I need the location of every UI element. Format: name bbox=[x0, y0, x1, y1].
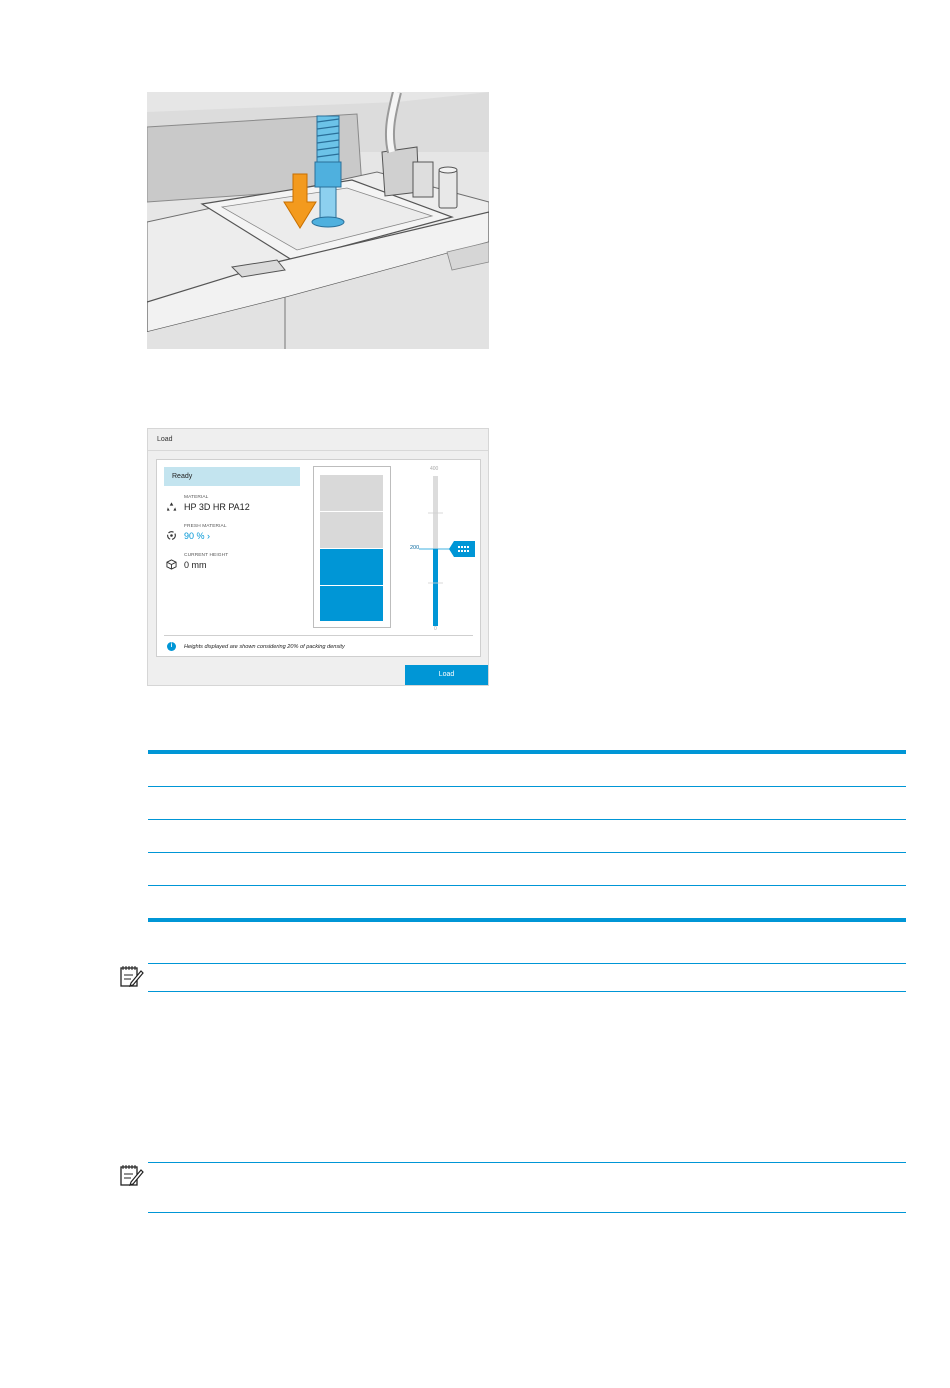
fresh-material-value[interactable]: 90 % › bbox=[184, 531, 211, 541]
table-row bbox=[148, 819, 906, 820]
table-row bbox=[148, 786, 906, 787]
height-slider[interactable] bbox=[397, 466, 477, 631]
filled-segment bbox=[320, 586, 383, 621]
note-block bbox=[148, 1162, 906, 1213]
load-button[interactable]: Load bbox=[405, 665, 488, 685]
table-bottom-rule bbox=[148, 918, 906, 922]
title-divider bbox=[148, 450, 488, 451]
panel-divider bbox=[164, 635, 473, 636]
powder-load-illustration bbox=[147, 92, 489, 349]
current-height-value: 0 mm bbox=[184, 560, 207, 570]
material-label: MATERIAL bbox=[184, 495, 209, 500]
scale-max-label: 400 bbox=[430, 466, 439, 472]
load-screen bbox=[147, 428, 489, 686]
filled-segment bbox=[320, 549, 383, 585]
packing-density-note: Heights displayed are shown considering 20% of packing density bbox=[184, 644, 345, 650]
note-block bbox=[148, 963, 906, 992]
status-bar: Ready bbox=[164, 467, 300, 486]
scale-mid-label: 200 bbox=[410, 545, 420, 551]
screen-title: Load bbox=[157, 436, 173, 443]
table-top-rule bbox=[148, 750, 906, 754]
table-row bbox=[148, 852, 906, 853]
table-row bbox=[148, 885, 906, 886]
load-panel bbox=[156, 459, 481, 657]
grip-handle-icon[interactable] bbox=[449, 541, 475, 557]
note-pencil-icon bbox=[119, 965, 145, 987]
recycle-icon bbox=[166, 501, 177, 512]
container-level-visual bbox=[313, 466, 391, 628]
empty-segment bbox=[320, 512, 383, 548]
empty-segment bbox=[320, 475, 383, 511]
cube-icon bbox=[166, 559, 177, 570]
current-height-label: CURRENT HEIGHT bbox=[184, 553, 229, 558]
info-icon: i bbox=[167, 642, 176, 651]
fresh-material-icon bbox=[166, 530, 177, 541]
scale-min-label: 0 bbox=[434, 626, 437, 632]
material-value: HP 3D HR PA12 bbox=[184, 502, 250, 512]
note-pencil-icon bbox=[119, 1164, 145, 1186]
fresh-material-label: FRESH MATERIAL bbox=[184, 524, 227, 529]
